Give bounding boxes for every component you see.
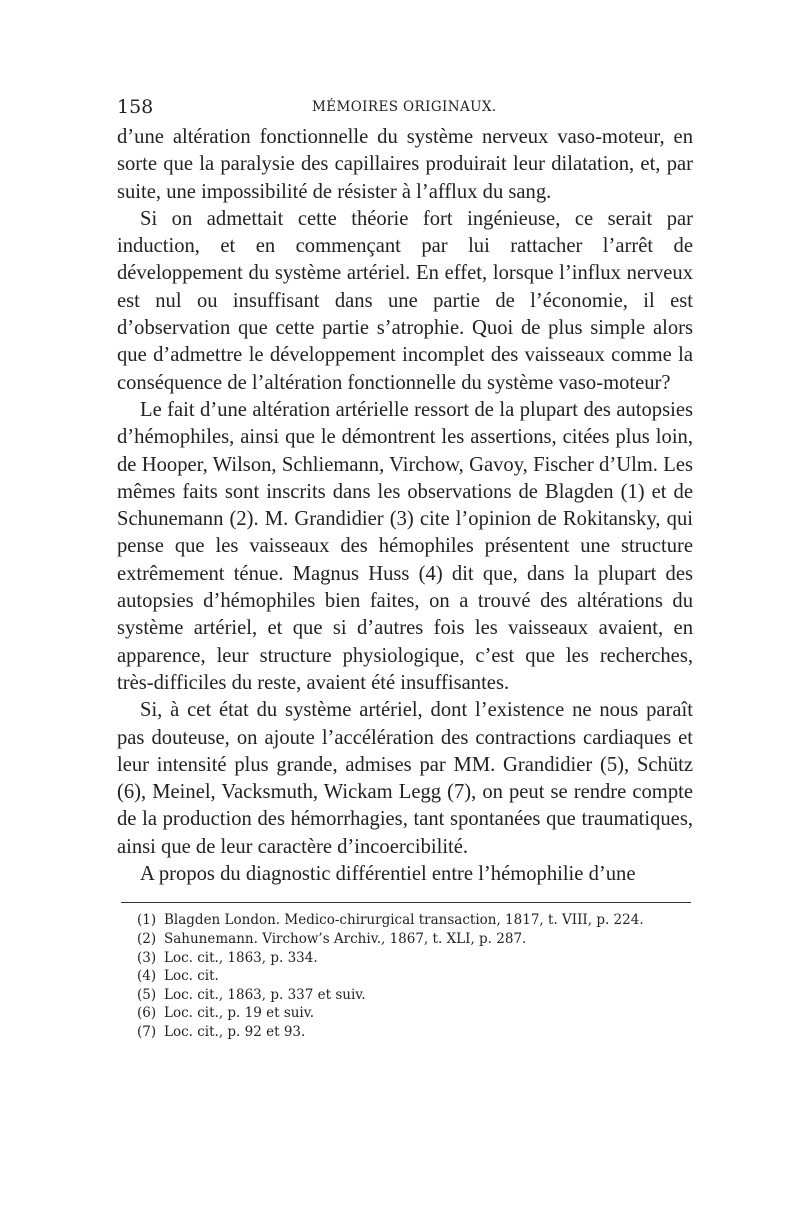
paragraph-continuation: d’une altération fonctionnelle du système nerveux vaso-moteur, en sorte que la paralysie des capillaires produirait leur dilatation, et, par suite, une impossibilité de résister à l’afflux du sang. (117, 126, 693, 203)
paragraph: Le fait d’une altération artérielle ressort de la plupart des autopsies d’hémophiles, ainsi que le démontrent les assertions, citées plus loin, de Hooper, Wilson, Schliemann, Virchow, Gavoy, Fischer d’Ulm. Les mêmes faits sont inscrits dans les observations de Blagden (1) et de Schunemann (2). M. Grandidier (3) cite l’opinion de Rokitansky, qui pense que les vaisseaux des hémophiles présentent une structure extrêmement ténue. Magnus Huss (4) dit que, dans la plupart des autopsies d’hémophiles bien faites, on a trouvé des altérations du système artériel, et que si d’autres fois les vaisseaux avaient, en apparence, leur structure physiologique, c’est que les recherches, très-difficiles du reste, avaient été insuffisantes. (117, 398, 693, 694)
paragraph: A propos du diagnostic différentiel entre l’hémophilie d’une (140, 863, 636, 886)
footnote (137, 949, 693, 968)
footnote-rule (121, 902, 691, 903)
paragraph: Si, à cet état du système artériel, dont l’existence ne nous paraît pas douteuse, on ajoute l’accélération des contractions cardiaques et leur intensité plus grande, admises par MM. Grandidier (5), Schütz (6), Meinel, Vacksmuth, Wickam Legg (7), on peut se rendre compte de la production des hémorrhagies, tant spontanées que traumatiques, ainsi que de leur caractère d’incoercibilité. (117, 699, 693, 858)
running-title: MÉMOIRES ORIGINAUX. (312, 99, 497, 115)
footnote-marker: (3) (137, 949, 157, 966)
book-page (117, 96, 693, 1041)
page-number: 158 (117, 96, 154, 118)
footnote-marker: (6) (137, 1005, 157, 1022)
footnote-marker: (7) (137, 1023, 157, 1040)
footnote-text: Loc. cit., p. 19 et suiv. (164, 1005, 315, 1022)
footnote-text: Sahunemann. Virchow’s Archiv., 1867, t. XLI, p. 287. (164, 930, 527, 947)
running-head (117, 96, 693, 122)
footnote-text: Loc. cit., 1863, p. 337 et suiv. (164, 986, 366, 1003)
footnote-marker: (2) (137, 930, 157, 947)
footnote-text: Loc. cit., 1863, p. 334. (164, 949, 318, 966)
footnote (137, 967, 693, 986)
footnote (137, 911, 693, 930)
footnote-text: Loc. cit., p. 92 et 93. (164, 1023, 306, 1040)
footnote (137, 986, 693, 1005)
footnotes (117, 911, 693, 1041)
footnote-marker: (1) (137, 912, 157, 929)
footnote (137, 1004, 693, 1023)
footnote (137, 1023, 693, 1042)
footnote-marker: (5) (137, 986, 157, 1003)
footnote (137, 930, 693, 949)
footnote-marker: (4) (137, 968, 157, 985)
footnote-text: Loc. cit. (164, 968, 219, 985)
paragraph: Si on admettait cette théorie fort ingénieuse, ce serait par induction, et en commençant par lui rattacher l’arrêt de développement du système artériel. En effet, lorsque l’influx nerveux est nul ou insuffisant dans une partie de l’économie, il est d’observation que cette partie s’atrophie. Quoi de plus simple alors que d’admettre le développement incomplet des vaisseaux comme la conséquence de l’altération fonctionnelle du système vaso-moteur? (117, 207, 693, 394)
footnote-text: Blagden London. Medico-chirurgical transaction, 1817, t. VIII, p. 224. (164, 912, 644, 929)
body-text (117, 124, 693, 888)
